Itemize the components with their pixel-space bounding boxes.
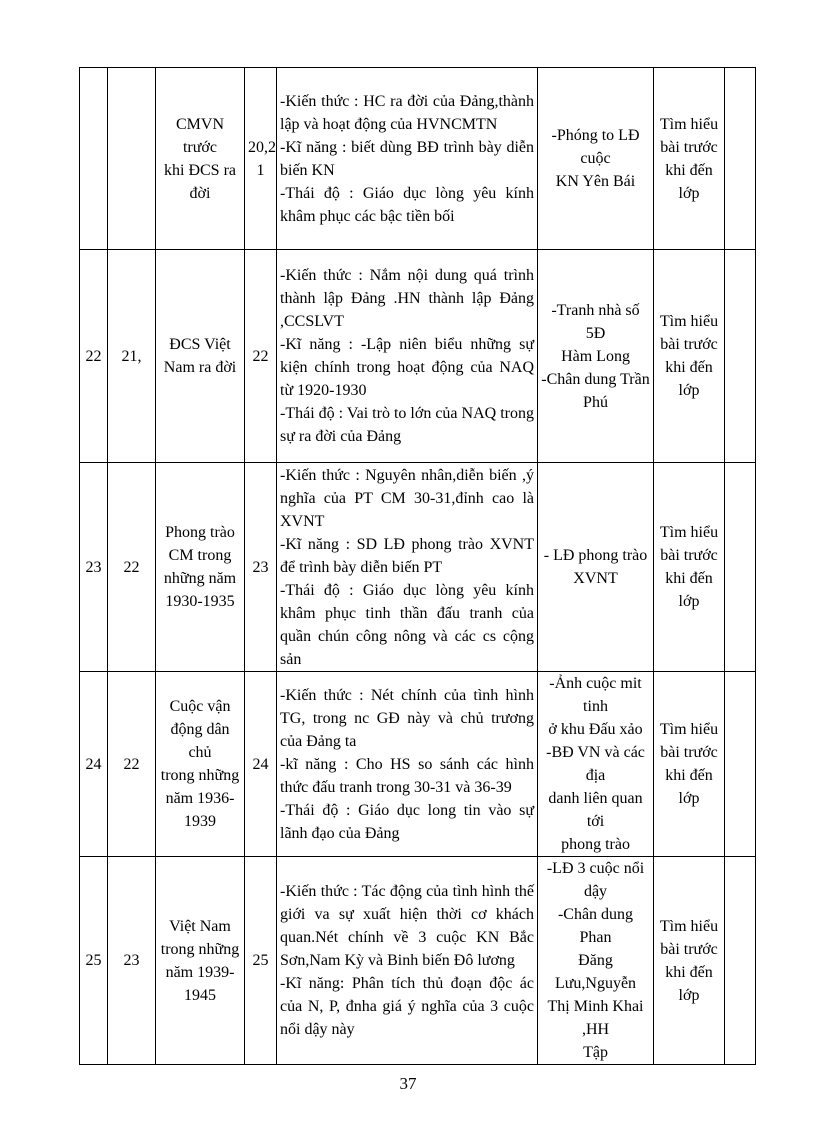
aids-line: Phú <box>583 393 608 411</box>
period-line: 24 <box>252 755 269 773</box>
title-line: những năm <box>163 570 237 587</box>
content-paragraph: -Thái độ : Vai trò to lớn của NAQ trong sự ra đời của Đảng <box>280 405 534 445</box>
table-row <box>80 68 756 250</box>
aids-line: XVNT <box>573 570 618 587</box>
week-cell: 22 <box>80 250 108 463</box>
title-line: CM trong <box>168 547 232 564</box>
title-line: năm 1936- <box>165 790 235 807</box>
week-cell: 25 <box>80 857 108 1065</box>
lesson-plan-table <box>79 67 756 1065</box>
aids-line: phong trào <box>561 836 630 853</box>
period-line: 23 <box>252 558 269 576</box>
title-cell <box>156 250 245 463</box>
content-cell <box>277 857 538 1065</box>
note-cell <box>725 68 756 250</box>
aids-line: -Phóng to LĐ cuộc <box>551 127 640 167</box>
title-line: Nam ra đời <box>163 359 237 376</box>
period-cell <box>245 463 277 672</box>
title-line: động dân chủ <box>170 721 230 761</box>
content-cell <box>277 68 538 250</box>
content-paragraph: -Kiến thức : Nắm nội dung quá trình thành lập Đảng .HN thành lập Đảng ,CCSLVT <box>280 267 534 330</box>
content-paragraph: -Kiến thức : Nét chính của tình hình TG, trong nc GĐ này và chủ trương của Đảng ta <box>280 686 534 750</box>
content-cell <box>277 672 538 857</box>
period-line: 20,2 <box>248 138 276 156</box>
title-line: 1939 <box>184 813 216 830</box>
teaching-aids-cell <box>538 463 654 672</box>
content-paragraph: -Thái độ : Giáo dục lòng yêu kính khâm phục các bậc tiền bối <box>280 184 534 225</box>
period-cell <box>245 857 277 1065</box>
aids-line: -LĐ 3 cuộc nổi dậy <box>546 860 645 900</box>
lesson-cell: 21, <box>108 250 156 463</box>
lesson-cell <box>108 68 156 250</box>
content-paragraph: -Kiến thức : Nguyên nhân,diễn biến ,ý nghĩa của PT CM 30-31,đỉnh cao là XVNT <box>280 466 534 530</box>
aids-line: -Ảnh cuộc mit tinh <box>549 675 642 715</box>
aids-line: KN Yên Bái <box>555 173 636 190</box>
aids-line: Hàm Long <box>561 347 630 365</box>
period-line: 1 <box>256 161 265 179</box>
title-cell <box>156 463 245 672</box>
lesson-cell: 23 <box>108 857 156 1065</box>
content-paragraph: -Kĩ năng : biết dùng BĐ trình bày diễn biến KN <box>280 138 534 179</box>
week-cell <box>80 68 108 250</box>
note-cell <box>725 250 756 463</box>
aids-line: -BĐ VN và các địa <box>546 744 645 784</box>
aids-line: Thị Minh Khai ,HH <box>547 998 644 1038</box>
content-paragraph: -Kiến thức : HC ra đời của Đảng,thành lập và hoạt động của HVNCMTN <box>280 92 534 133</box>
prep-line: khi đến lớp <box>665 161 713 202</box>
period-line: 22 <box>252 347 269 365</box>
prep-line: bài trước <box>660 547 718 564</box>
aids-line: -Chân dung Trần <box>541 370 650 388</box>
period-line: 25 <box>252 952 269 969</box>
period-cell <box>245 68 277 250</box>
content-cell <box>277 463 538 672</box>
table-row <box>80 463 756 672</box>
teaching-aids-cell <box>538 250 654 463</box>
content-paragraph: -Kiến thức : Tác động của tình hình thế giới va sự xuất hiện thời cơ khách quan.Nét chính về 3 cuộc KN Bắc Sơn,Nam Kỳ và Binh biến Đô lương <box>280 883 534 969</box>
content-paragraph: -Thái độ : Giáo dục lòng yêu kính khâm phục tinh thần đấu tranh của quần chún công nông và các cs cộng sản <box>280 581 534 668</box>
content-paragraph: -Kĩ năng : SD LĐ phong trào XVNT để trình bày diễn biến PT <box>280 535 534 576</box>
preparation-cell <box>654 857 725 1065</box>
prep-line: Tìm hiểu <box>659 115 719 133</box>
title-line: năm 1939- <box>165 963 235 981</box>
note-cell <box>725 463 756 672</box>
teaching-aids-cell <box>538 672 654 857</box>
table-row <box>80 672 756 857</box>
week-cell: 24 <box>80 672 108 857</box>
title-line: CMVN trước <box>175 115 224 156</box>
title-line: trong những <box>160 767 240 784</box>
note-cell <box>725 857 756 1065</box>
prep-line: bài trước <box>660 138 718 156</box>
content-paragraph: -Kĩ năng : -Lập niên biểu những sự kiện chính trong hoạt động của NAQ từ 1920-1930 <box>280 336 534 399</box>
preparation-cell <box>654 672 725 857</box>
aids-line: - LĐ phong trào <box>543 547 648 564</box>
preparation-cell <box>654 68 725 250</box>
table-row <box>80 250 756 463</box>
table-row <box>80 857 756 1065</box>
prep-line: bài trước <box>660 940 718 958</box>
lesson-cell: 22 <box>108 463 156 672</box>
aids-line: Tập <box>583 1044 608 1061</box>
title-line: 1945 <box>184 986 216 1004</box>
preparation-cell <box>654 250 725 463</box>
title-cell <box>156 857 245 1065</box>
aids-line: Đăng Lưu,Nguyễn <box>554 952 637 992</box>
prep-line: Tìm hiểu <box>659 721 719 738</box>
title-line: Việt Nam <box>169 917 231 935</box>
period-cell <box>245 672 277 857</box>
teaching-aids-cell <box>538 857 654 1065</box>
note-cell <box>725 672 756 857</box>
title-line: Phong trào <box>165 524 235 541</box>
prep-line: khi đến lớp <box>665 570 713 610</box>
content-paragraph: -kĩ năng : Cho HS so sánh các hình thức đấu tranh trong 30-31 và 36-39 <box>280 755 534 796</box>
title-line: trong những <box>160 940 240 958</box>
title-line: khi ĐCS ra <box>164 161 236 179</box>
prep-line: Tìm hiểu <box>659 917 719 935</box>
prep-line: khi đến lớp <box>665 963 713 1004</box>
title-line: 1930-1935 <box>165 593 235 610</box>
title-line: ĐCS Việt <box>169 336 231 353</box>
prep-line: Tìm hiểu <box>659 313 719 330</box>
week-cell: 23 <box>80 463 108 672</box>
preparation-cell <box>654 463 725 672</box>
aids-line: -Chân dung Phan <box>557 906 634 946</box>
content-paragraph: -Kĩ năng: Phân tích thủ đoạn độc ác của N, P, đnha giá ý nghĩa của 3 cuộc nổi dậy này <box>280 975 534 1038</box>
aids-line: ở khu Đấu xảo <box>548 721 643 738</box>
lesson-cell: 22 <box>108 672 156 857</box>
period-cell <box>245 250 277 463</box>
aids-line: danh liên quan tới <box>548 790 643 830</box>
prep-line: khi đến lớp <box>665 359 713 399</box>
prep-line: bài trước <box>660 744 718 761</box>
prep-line: Tìm hiểu <box>659 524 719 541</box>
title-line: Cuộc vận <box>169 698 231 715</box>
content-paragraph: -Thái độ : Giáo dục long tin vào sự lãnh đạo của Đảng <box>280 801 534 842</box>
content-cell <box>277 250 538 463</box>
prep-line: bài trước <box>660 336 718 353</box>
page-number: 37 <box>399 1074 417 1093</box>
prep-line: khi đến lớp <box>665 767 713 807</box>
title-line: đời <box>189 184 211 202</box>
title-cell <box>156 672 245 857</box>
aids-line: -Tranh nhà số 5Đ <box>551 301 640 342</box>
title-cell <box>156 68 245 250</box>
teaching-aids-cell <box>538 68 654 250</box>
